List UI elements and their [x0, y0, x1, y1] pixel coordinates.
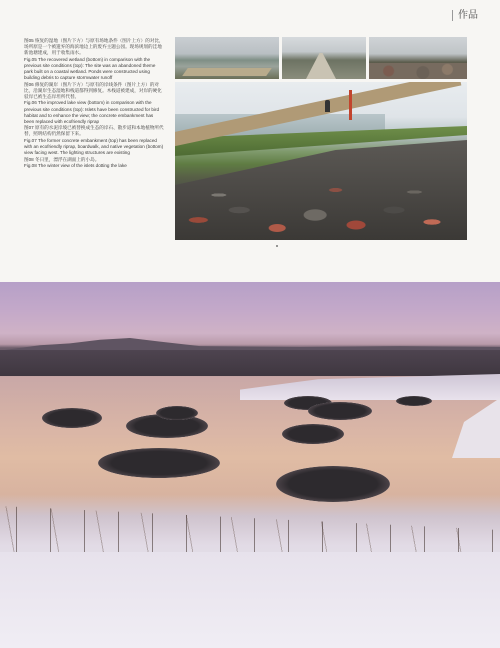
- caption-08-cn: 图08 冬日里，漂浮在湖面上的小岛。: [24, 156, 100, 162]
- photo-winter-lake-islets: [0, 282, 500, 648]
- caption-05-cn: 图05 恢复的湿地（图片下方）与原有场地条件（图片上方）的对比，场所原是一个被遗弃的海滨地边上的废弃主题公园。现场规划的洼地新池塘建成，用于收集雨水。: [24, 38, 164, 56]
- islet: [98, 448, 220, 478]
- islet: [42, 408, 102, 428]
- caption-06-en: Fig.06 The improved lake view (bottom) in comparison with the previous site conditions (top): Islets have been constructed for bird habitat and to enhance the view; the concrete embankment has been replaced with ecofriendly riprap: [24, 100, 160, 124]
- page-marker-dot: [276, 245, 278, 247]
- islet: [396, 396, 432, 406]
- photo-riprap-boardwalk: [175, 82, 467, 240]
- photo-previous-site-wetland: [175, 37, 279, 79]
- person-figure: [325, 100, 330, 112]
- upper-page: [0, 0, 500, 282]
- islet: [308, 402, 372, 420]
- photo-previous-site-path: [282, 37, 366, 79]
- photo-previous-site-embankment: [369, 37, 467, 79]
- islet: [282, 424, 344, 444]
- caption-08-en: Fig.08 The winter view of the islets dotting the lake: [24, 163, 127, 169]
- islet: [276, 466, 390, 502]
- caption-block: [24, 38, 164, 170]
- caption-06-cn: 图06 修复的湖岸（图片下方）与原有的岸线条件（图片上方）的对比，沿湖岸生态湿地和栈道都得到修复。木栈道被建成，对岸的硬化驳岸已被生态岸坦所代替。: [24, 81, 162, 99]
- lamp-post: [349, 90, 352, 120]
- caption-05-en: Fig.05 The recovered wetland (bottom) in comparison with the previous site conditions (top): The site was an abandoned theme park built on a coastal wetland. Ponds were constructed using building debris to capture stormwater runoff: [24, 56, 156, 81]
- caption-07-en: Fig.07 The former concrete embankment (top) has been replaced with an ecofriendly riprap, boardwalk, and native vegetation (bottom) view facing west. The lighting structures are existing: [24, 138, 164, 156]
- caption-07-cn: 图07 原有的水泥岸坡已被替换成生态的岸石、散步道和本地植物所代替，照明结构仍然保留下来。: [24, 125, 164, 137]
- islet: [156, 406, 198, 420]
- section-label: 作品: [452, 10, 478, 21]
